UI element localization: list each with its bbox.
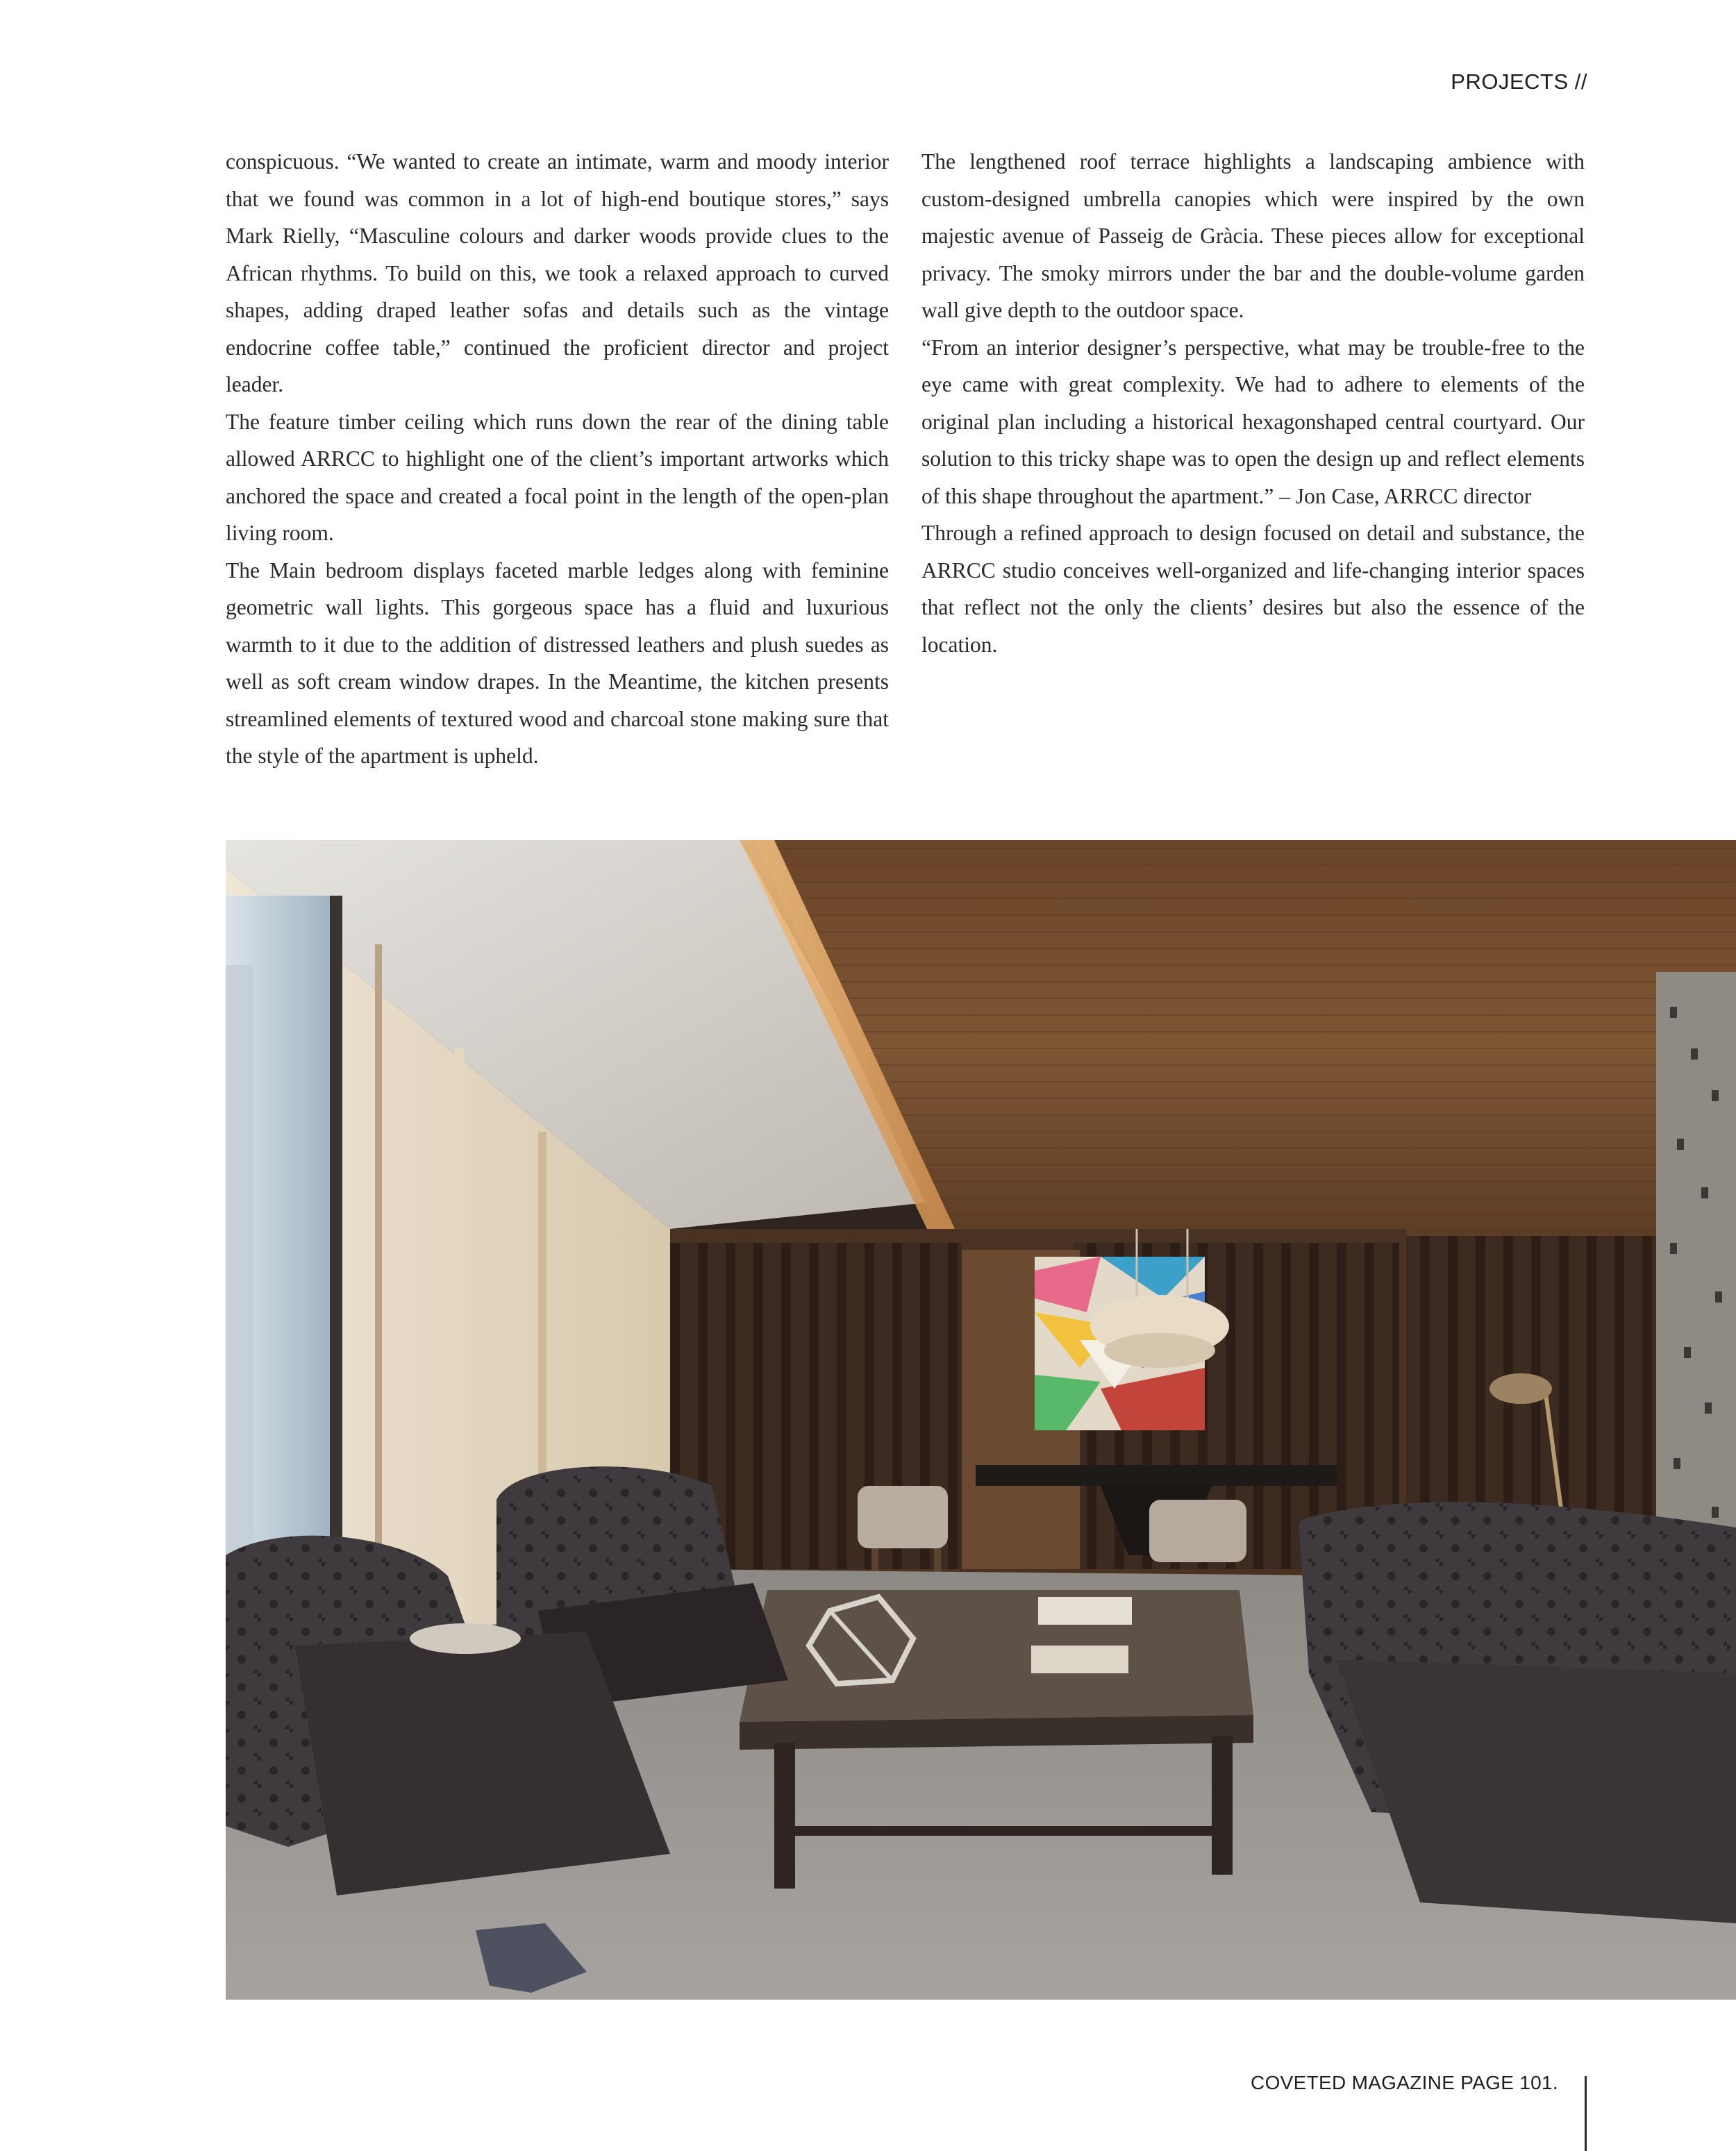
- paragraph: The lengthened roof terrace highlights a landscaping ambience with custom-designed umbrella canopies which were inspired by the own majestic avenue of Passeig de Gràcia. These pieces allow for exceptional privacy. The smoky mirrors under the bar and the double-volume garden wall give depth to the outdoor space.: [921, 149, 1585, 322]
- footer-divider: [1585, 2076, 1587, 2151]
- section-label: PROJECTS //: [1451, 69, 1587, 94]
- living-room-photo: [226, 840, 1736, 2000]
- paragraph: conspicuous. “We wanted to create an intimate, warm and moody interior that we found was common in a lot of high-end boutique stores,” says Mark Rielly, “Masculine colours and darker woods provide clues to the African rhythms. To build on this, we took a relaxed approach to curved shapes, adding draped leather sofas and details such as the vintage endocrine coffee table,” continued the proficient director and project leader.: [226, 149, 889, 396]
- paragraph: The Main bedroom displays faceted marble ledges along with feminine geometric wall lights. This gorgeous space has a fluid and luxurious warmth to it due to the addition of distressed leathers and plush suedes as well as soft cream window drapes. In the Meantime, the kitchen presents streamlined elements of textured wood and charcoal stone making sure that the style of the apartment is upheld.: [226, 558, 889, 768]
- paragraph: The feature timber ceiling which runs down the rear of the dining table allowed ARRCC to highlight one of the client’s important artworks which anchored the space and created a focal point in the length of the open-plan living room.: [226, 409, 889, 545]
- article-column-right: [921, 143, 1585, 663]
- article-column-left: [226, 143, 889, 775]
- paragraph: Through a refined approach to design focused on detail and substance, the ARRCC studio conceives well-organized and life-changing interior spaces that reflect not the only the clients’ desires but also the essence of the location.: [921, 521, 1585, 657]
- paragraph: “From an interior designer’s perspective, what may be trouble-free to the eye came with great complexity. We had to adhere to elements of the original plan including a historical hexagonshaped central courtyard. Our solution to this tricky shape was to open the design up and reflect elements of this shape throughout the apartment.” – Jon Case, ARRCC director: [921, 335, 1585, 508]
- page-number-label: COVETED MAGAZINE PAGE 101.: [1251, 2072, 1558, 2093]
